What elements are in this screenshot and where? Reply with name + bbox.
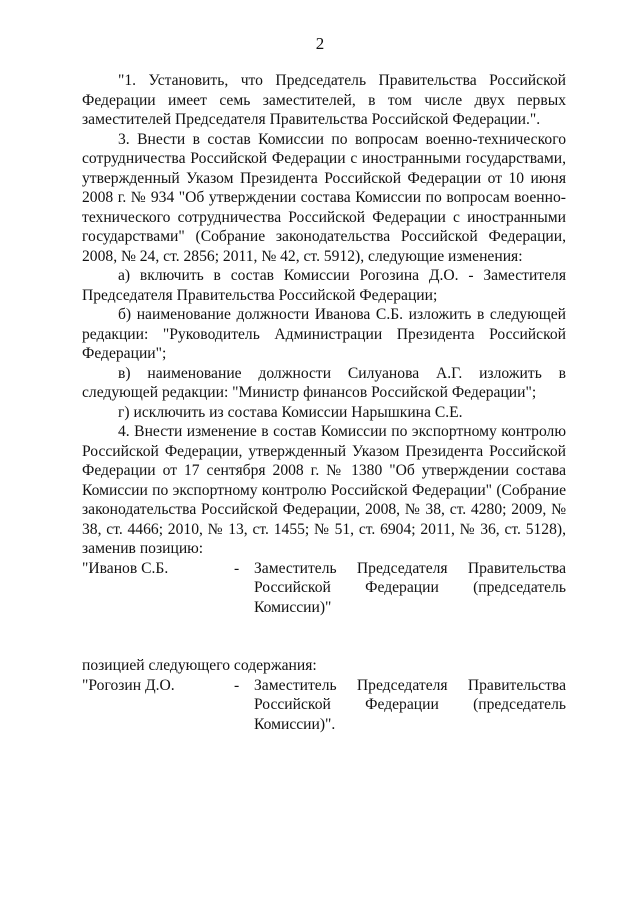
old-position-title-line-2: Российской Федерации (председатель [254,579,566,596]
old-position-title-line-1: Заместитель Председателя Правительства [254,559,566,577]
page-number: 2 [315,34,325,53]
subparagraph-a: а) включить в состав Комиссии Рогозина Д.О. - Заместителя Председателя Правительства Российской Федерации; [82,267,566,304]
subparagraph-g: г) исключить из состава Комиссии Нарышкина С.Е. [118,403,463,421]
paragraph-item-4: 4. Внести изменение в состав Комиссии по экспортному контролю Российской Федерации, утвержденный Указом Президента Российской Федерации от 17 сентября 2008 г. № 1380 "Об утверждении состава Комиссии по экспортному контролю Российской Федерации" (Собрание законодательства Российской Федерации, 2008, № 38, ст. 4280; 2009, № 38, ст. 4466; 2010, № 13, ст. 1455; № 51, ст. 6904; 2011, № 36, ст. 5128), заменив позицию: [82,423,566,557]
position-intro-text: позицией следующего содержания: [82,657,317,674]
subparagraph-b: б) наименование должности Иванова С.Б. изложить в следующей редакции: "Руководитель Администрации Президента Российской Федерации"; [82,306,566,362]
old-position-entry [82,559,566,618]
new-position-entry [82,676,566,735]
new-position-title-line-3: Комиссии)". [254,715,336,733]
old-position-dash: - [234,559,240,577]
document-body [82,71,566,734]
paragraph-item-1: "1. Установить, что Председатель Правительства Российской Федерации имеет семь заместителей, в том числе двух первых заместителей Председателя Правительства Российской Федерации.". [82,72,566,128]
paragraph-item-3: 3. Внести в состав Комиссии по вопросам военно-технического сотрудничества Российской Федерации с иностранными государствами, утвержденный Указом Президента Российской Федерации от 10 июня 2008 г. № 934 "Об утверждении состава Комиссии по вопросам военно-технического сотрудничества Российской Федерации с иностранными государствами" (Собрание законодательства Российской Федерации, 2008, № 24, ст. 2856; 2011, № 42, ст. 5912), следующие изменения: [82,130,566,265]
new-position-title-line-1: Заместитель Председателя Правительства [254,676,566,694]
new-position-name: "Рогозин Д.О. [82,676,175,694]
new-position-title [254,676,566,735]
old-position-name: "Иванов С.Б. [82,559,169,577]
new-position-dash: - [234,676,240,694]
new-position-title-line-2: Российской Федерации (председатель [254,696,566,713]
old-position-title [254,559,566,618]
old-position-title-line-3: Комиссии)" [254,598,332,616]
subparagraph-v: в) наименование должности Силуанова А.Г. изложить в следующей редакции: "Министр финансов Российской Федерации"; [82,364,566,401]
